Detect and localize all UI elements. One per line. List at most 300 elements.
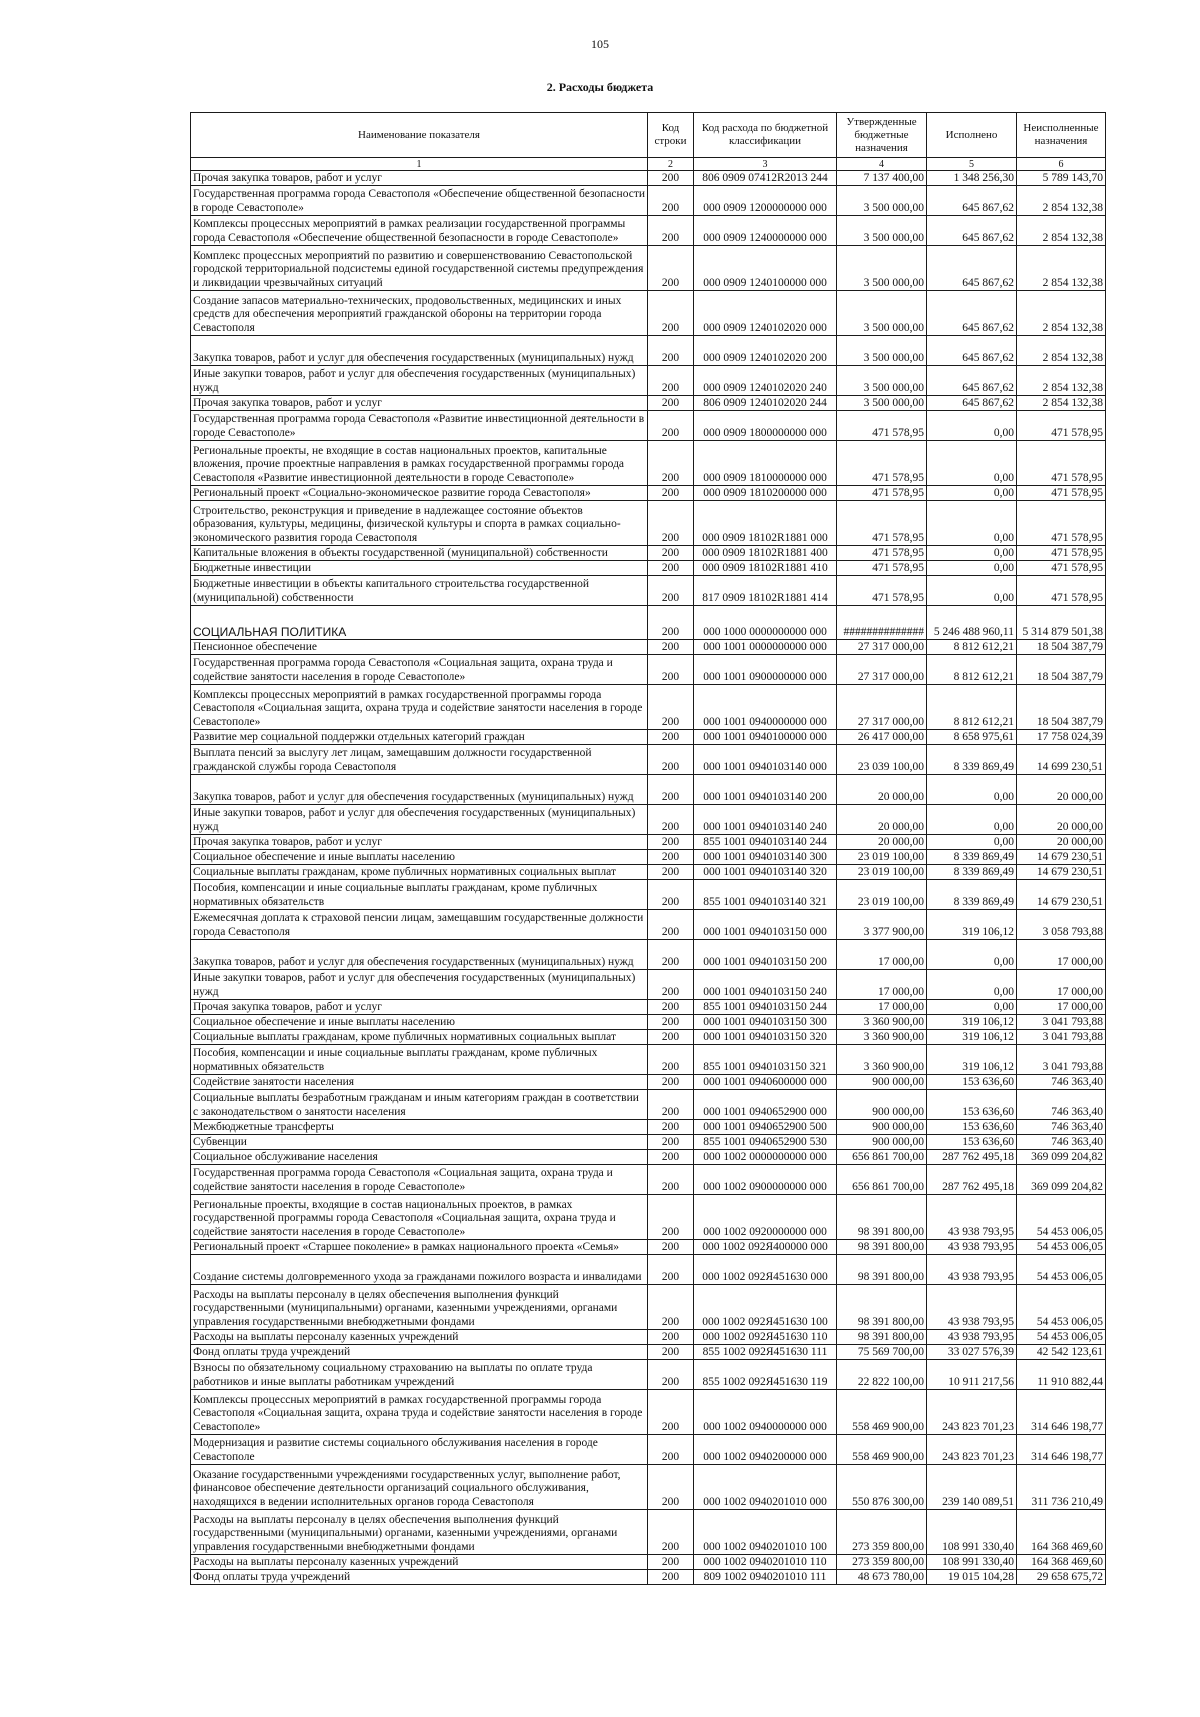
budget-row <box>191 640 1106 655</box>
approved-amount-cell: 22 822 100,00 <box>837 1360 927 1390</box>
indicator-name-cell: Региональный проект «Социально-экономическое развитие города Севастополя» <box>191 486 648 501</box>
unexecuted-amount-cell: 746 363,40 <box>1017 1135 1106 1150</box>
indicator-name-cell: Государственная программа города Севастополя «Социальная защита, охрана труда и содействие занятости населения в городе Севастополе» <box>191 655 648 685</box>
approved-amount-cell: 27 317 000,00 <box>837 655 927 685</box>
budget-classification-code-cell: 000 1001 0940103150 000 <box>694 910 837 940</box>
unexecuted-amount-cell: 42 542 123,61 <box>1017 1345 1106 1360</box>
column-number-row <box>191 158 1106 171</box>
budget-row <box>191 685 1106 730</box>
budget-classification-code-cell: 000 0909 1810200000 000 <box>694 486 837 501</box>
line-code-cell: 200 <box>648 970 694 1000</box>
executed-amount-cell: 0,00 <box>927 940 1017 970</box>
executed-amount-cell: 5 246 488 960,11 <box>927 606 1017 640</box>
budget-row <box>191 1465 1106 1510</box>
budget-classification-code-cell: 000 1002 092Я451630 110 <box>694 1330 837 1345</box>
indicator-name-cell: Пособия, компенсации и иные социальные выплаты гражданам, кроме публичных нормативных обязательств <box>191 880 648 910</box>
executed-amount-cell: 645 867,62 <box>927 396 1017 411</box>
budget-classification-code-cell: 000 1001 0940103140 300 <box>694 850 837 865</box>
unexecuted-amount-cell: 471 578,95 <box>1017 411 1106 441</box>
line-code-cell: 200 <box>648 1555 694 1570</box>
executed-amount-cell: 0,00 <box>927 561 1017 576</box>
budget-classification-code-cell: 000 1001 0940100000 000 <box>694 730 837 745</box>
line-code-cell: 200 <box>648 1015 694 1030</box>
budget-classification-code-cell: 000 1002 0940000000 000 <box>694 1390 837 1435</box>
unexecuted-amount-cell: 471 578,95 <box>1017 501 1106 546</box>
indicator-name-cell: Взносы по обязательному социальному страхованию на выплаты по оплате труда работников и иные выплаты работникам учреждений <box>191 1360 648 1390</box>
budget-classification-code-cell: 000 0909 1810000000 000 <box>694 441 837 486</box>
executed-amount-cell: 319 106,12 <box>927 910 1017 940</box>
indicator-name-cell: Государственная программа города Севастополя «Обеспечение общественной безопасности в городе Севастополе» <box>191 186 648 216</box>
unexecuted-amount-cell: 2 854 132,38 <box>1017 291 1106 336</box>
line-code-cell: 200 <box>648 1240 694 1255</box>
line-code-cell: 200 <box>648 1285 694 1330</box>
budget-classification-code-cell: 000 1002 092Я400000 000 <box>694 1240 837 1255</box>
indicator-name-cell: Комплексы процессных мероприятий в рамках государственной программы города Севастополя «Социальная защита, охрана труда и содействие занятости населения в городе Севастополе» <box>191 685 648 730</box>
budget-row <box>191 1555 1106 1570</box>
unexecuted-amount-cell: 164 368 469,60 <box>1017 1510 1106 1555</box>
line-code-cell: 200 <box>648 1135 694 1150</box>
indicator-name-cell: Межбюджетные трансферты <box>191 1120 648 1135</box>
budget-classification-code-cell: 000 1001 0940103140 320 <box>694 865 837 880</box>
indicator-name-cell: Выплата пенсий за выслугу лет лицам, замещавшим должности государственной гражданской службы города Севастополя <box>191 745 648 775</box>
budget-classification-code-cell: 000 1002 092Я451630 100 <box>694 1285 837 1330</box>
indicator-name-cell: Создание системы долговременного ухода за гражданами пожилого возраста и инвалидами <box>191 1255 648 1285</box>
approved-amount-cell: 75 569 700,00 <box>837 1345 927 1360</box>
page-number: 105 <box>591 37 609 51</box>
unexecuted-amount-cell: 471 578,95 <box>1017 546 1106 561</box>
executed-amount-cell: 0,00 <box>927 805 1017 835</box>
budget-classification-code-cell: 855 1002 092Я451630 111 <box>694 1345 837 1360</box>
line-code-cell: 200 <box>648 685 694 730</box>
approved-amount-cell: 471 578,95 <box>837 486 927 501</box>
unexecuted-amount-cell: 20 000,00 <box>1017 775 1106 805</box>
approved-amount-cell: 471 578,95 <box>837 411 927 441</box>
executed-amount-cell: 319 106,12 <box>927 1045 1017 1075</box>
unexecuted-amount-cell: 314 646 198,77 <box>1017 1390 1106 1435</box>
unexecuted-amount-cell: 314 646 198,77 <box>1017 1435 1106 1465</box>
executed-amount-cell: 645 867,62 <box>927 291 1017 336</box>
indicator-name-cell: Субвенции <box>191 1135 648 1150</box>
line-code-cell: 200 <box>648 1330 694 1345</box>
approved-amount-cell: 17 000,00 <box>837 1000 927 1015</box>
indicator-name-cell: Расходы на выплаты персоналу в целях обеспечения выполнения функций государственными (муниципальными) органами, казенными учреждениями, органами управления государственными внебюджетными фондами <box>191 1510 648 1555</box>
unexecuted-amount-cell: 54 453 006,05 <box>1017 1255 1106 1285</box>
executed-amount-cell: 108 991 330,40 <box>927 1510 1017 1555</box>
budget-row <box>191 775 1106 805</box>
line-code-cell: 200 <box>648 775 694 805</box>
indicator-name-cell: Прочая закупка товаров, работ и услуг <box>191 835 648 850</box>
table-body <box>191 171 1106 1585</box>
executed-amount-cell: 0,00 <box>927 501 1017 546</box>
unexecuted-amount-cell: 471 578,95 <box>1017 576 1106 606</box>
line-code-cell: 200 <box>648 441 694 486</box>
budget-row <box>191 246 1106 291</box>
line-code-cell: 200 <box>648 171 694 186</box>
executed-amount-cell: 319 106,12 <box>927 1030 1017 1045</box>
executed-amount-cell: 1 348 256,30 <box>927 171 1017 186</box>
approved-amount-cell: 26 417 000,00 <box>837 730 927 745</box>
executed-amount-cell: 8 339 869,49 <box>927 745 1017 775</box>
approved-amount-cell: 3 500 000,00 <box>837 216 927 246</box>
header-executed-amount: Исполнено <box>927 113 1017 158</box>
unexecuted-amount-cell: 746 363,40 <box>1017 1090 1106 1120</box>
budget-row <box>191 1165 1106 1195</box>
budget-classification-code-cell: 855 1001 0940103150 321 <box>694 1045 837 1075</box>
line-code-cell: 200 <box>648 1030 694 1045</box>
header-unexecuted-amount: Неисполненные назначения <box>1017 113 1106 158</box>
line-code-cell: 200 <box>648 366 694 396</box>
executed-amount-cell: 0,00 <box>927 970 1017 1000</box>
indicator-name-cell: Закупка товаров, работ и услуг для обеспечения государственных (муниципальных) нужд <box>191 940 648 970</box>
budget-row <box>191 1045 1106 1075</box>
unexecuted-amount-cell: 471 578,95 <box>1017 441 1106 486</box>
budget-classification-code-cell: 000 0909 1200000000 000 <box>694 186 837 216</box>
budget-row <box>191 546 1106 561</box>
budget-row <box>191 940 1106 970</box>
budget-row <box>191 576 1106 606</box>
budget-classification-code-cell: 000 1002 0920000000 000 <box>694 1195 837 1240</box>
executed-amount-cell: 8 658 975,61 <box>927 730 1017 745</box>
executed-amount-cell: 153 636,60 <box>927 1075 1017 1090</box>
indicator-name-cell: СОЦИАЛЬНАЯ ПОЛИТИКА <box>191 606 648 640</box>
indicator-name-cell: Государственная программа города Севастополя «Развитие инвестиционной деятельности в городе Севастополе» <box>191 411 648 441</box>
budget-row <box>191 1150 1106 1165</box>
approved-amount-cell: 17 000,00 <box>837 970 927 1000</box>
indicator-name-cell: Региональные проекты, не входящие в состав национальных проектов, капитальные вложения, прочие проектные направления в рамках государственной программы города Севастополя «Развитие инвестиционной деятельности в городе Севастополе» <box>191 441 648 486</box>
budget-classification-code-cell: 000 1001 0900000000 000 <box>694 655 837 685</box>
indicator-name-cell: Иные закупки товаров, работ и услуг для обеспечения государственных (муниципальных) нужд <box>191 970 648 1000</box>
indicator-name-cell: Прочая закупка товаров, работ и услуг <box>191 396 648 411</box>
budget-row <box>191 486 1106 501</box>
indicator-name-cell: Оказание государственными учреждениями государственных услуг, выполнение работ, финансовое обеспечение деятельности организаций социального обслуживания, находящихся в ведении исполнительных органов города Севастополя <box>191 1465 648 1510</box>
executed-amount-cell: 0,00 <box>927 411 1017 441</box>
approved-amount-cell: 3 500 000,00 <box>837 336 927 366</box>
budget-row <box>191 850 1106 865</box>
indicator-name-cell: Государственная программа города Севастополя «Социальная защита, охрана труда и содействие занятости населения в городе Севастополе» <box>191 1165 648 1195</box>
approved-amount-cell: 900 000,00 <box>837 1090 927 1120</box>
budget-row <box>191 1135 1106 1150</box>
budget-row <box>191 1195 1106 1240</box>
unexecuted-amount-cell: 18 504 387,79 <box>1017 655 1106 685</box>
indicator-name-cell: Социальные выплаты безработным гражданам и иным категориям граждан в соответствии с законодательством о занятости населения <box>191 1090 648 1120</box>
budget-classification-code-cell: 000 0909 1240000000 000 <box>694 216 837 246</box>
approved-amount-cell: 656 861 700,00 <box>837 1165 927 1195</box>
approved-amount-cell: 656 861 700,00 <box>837 1150 927 1165</box>
budget-row <box>191 1510 1106 1555</box>
approved-amount-cell: 23 039 100,00 <box>837 745 927 775</box>
indicator-name-cell: Расходы на выплаты персоналу казенных учреждений <box>191 1555 648 1570</box>
line-code-cell: 200 <box>648 940 694 970</box>
line-code-cell: 200 <box>648 1465 694 1510</box>
budget-row <box>191 1075 1106 1090</box>
line-code-cell: 200 <box>648 561 694 576</box>
line-code-cell: 200 <box>648 411 694 441</box>
approved-amount-cell: 273 359 800,00 <box>837 1510 927 1555</box>
budget-row <box>191 171 1106 186</box>
budget-row <box>191 730 1106 745</box>
indicator-name-cell: Иные закупки товаров, работ и услуг для обеспечения государственных (муниципальных) нужд <box>191 805 648 835</box>
indicator-name-cell: Пенсионное обеспечение <box>191 640 648 655</box>
budget-classification-code-cell: 000 1001 0000000000 000 <box>694 640 837 655</box>
line-code-cell: 200 <box>648 850 694 865</box>
unexecuted-amount-cell: 746 363,40 <box>1017 1075 1106 1090</box>
unexecuted-amount-cell: 54 453 006,05 <box>1017 1195 1106 1240</box>
budget-classification-code-cell: 000 1002 0940200000 000 <box>694 1435 837 1465</box>
approved-amount-cell: 98 391 800,00 <box>837 1255 927 1285</box>
executed-amount-cell: 8 339 869,49 <box>927 865 1017 880</box>
budget-classification-code-cell: 000 1001 0940103150 240 <box>694 970 837 1000</box>
executed-amount-cell: 239 140 089,51 <box>927 1465 1017 1510</box>
unexecuted-amount-cell: 5 314 879 501,38 <box>1017 606 1106 640</box>
budget-row <box>191 880 1106 910</box>
indicator-name-cell: Строительство, реконструкция и приведение в надлежащее состояние объектов образования, культуры, медицины, физической культуры и спорта в рамках социально-экономического развития города Севастополя <box>191 501 648 546</box>
indicator-name-cell: Бюджетные инвестиции <box>191 561 648 576</box>
executed-amount-cell: 287 762 495,18 <box>927 1150 1017 1165</box>
budget-classification-code-cell: 806 0909 07412R2013 244 <box>694 171 837 186</box>
budget-row <box>191 1285 1106 1330</box>
budget-classification-code-cell: 806 0909 1240102020 244 <box>694 396 837 411</box>
budget-classification-code-cell: 000 1001 0940103150 200 <box>694 940 837 970</box>
line-code-cell: 200 <box>648 1570 694 1585</box>
unexecuted-amount-cell: 369 099 204,82 <box>1017 1165 1106 1195</box>
executed-amount-cell: 153 636,60 <box>927 1090 1017 1120</box>
indicator-name-cell: Социальные выплаты гражданам, кроме публичных нормативных социальных выплат <box>191 1030 648 1045</box>
line-code-cell: 200 <box>648 655 694 685</box>
budget-row <box>191 835 1106 850</box>
executed-amount-cell: 645 867,62 <box>927 366 1017 396</box>
budget-row <box>191 865 1106 880</box>
unexecuted-amount-cell: 17 000,00 <box>1017 1000 1106 1015</box>
executed-amount-cell: 153 636,60 <box>927 1135 1017 1150</box>
indicator-name-cell: Расходы на выплаты персоналу в целях обеспечения выполнения функций государственными (муниципальными) органами, казенными учреждениями, органами управления государственными внебюджетными фондами <box>191 1285 648 1330</box>
budget-classification-code-cell: 000 1002 0940201010 000 <box>694 1465 837 1510</box>
executed-amount-cell: 0,00 <box>927 835 1017 850</box>
indicator-name-cell: Социальное обеспечение и иные выплаты населению <box>191 1015 648 1030</box>
executed-amount-cell: 243 823 701,23 <box>927 1390 1017 1435</box>
unexecuted-amount-cell: 2 854 132,38 <box>1017 186 1106 216</box>
unexecuted-amount-cell: 11 910 882,44 <box>1017 1360 1106 1390</box>
approved-amount-cell: 7 137 400,00 <box>837 171 927 186</box>
indicator-name-cell: Содействие занятости населения <box>191 1075 648 1090</box>
executed-amount-cell: 153 636,60 <box>927 1120 1017 1135</box>
unexecuted-amount-cell: 17 000,00 <box>1017 940 1106 970</box>
indicator-name-cell: Региональные проекты, входящие в состав национальных проектов, в рамках государственной программы города Севастополя «Социальная защита, охрана труда и содействие занятости населения в городе Севастополе» <box>191 1195 648 1240</box>
executed-amount-cell: 43 938 793,95 <box>927 1285 1017 1330</box>
budget-row <box>191 1255 1106 1285</box>
indicator-name-cell: Модернизация и развитие системы социального обслуживания населения в городе Севастополе <box>191 1435 648 1465</box>
approved-amount-cell: 900 000,00 <box>837 1075 927 1090</box>
budget-row <box>191 1435 1106 1465</box>
executed-amount-cell: 0,00 <box>927 1000 1017 1015</box>
executed-amount-cell: 0,00 <box>927 576 1017 606</box>
indicator-name-cell: Комплексы процессных мероприятий в рамках государственной программы города Севастополя «Социальная защита, охрана труда и содействие занятости населения в городе Севастополе» <box>191 1390 648 1435</box>
indicator-name-cell: Закупка товаров, работ и услуг для обеспечения государственных (муниципальных) нужд <box>191 336 648 366</box>
indicator-name-cell: Прочая закупка товаров, работ и услуг <box>191 171 648 186</box>
budget-row <box>191 1345 1106 1360</box>
budget-classification-code-cell: 000 0909 1240102020 240 <box>694 366 837 396</box>
approved-amount-cell: 20 000,00 <box>837 835 927 850</box>
approved-amount-cell: 558 469 900,00 <box>837 1435 927 1465</box>
budget-row <box>191 910 1106 940</box>
unexecuted-amount-cell: 2 854 132,38 <box>1017 246 1106 291</box>
executed-amount-cell: 8 812 612,21 <box>927 640 1017 655</box>
executed-amount-cell: 0,00 <box>927 775 1017 805</box>
approved-amount-cell: 558 469 900,00 <box>837 1390 927 1435</box>
budget-classification-code-cell: 855 1001 0940103140 244 <box>694 835 837 850</box>
approved-amount-cell: 98 391 800,00 <box>837 1240 927 1255</box>
budget-row <box>191 1240 1106 1255</box>
line-code-cell: 200 <box>648 1150 694 1165</box>
budget-classification-code-cell: 000 1001 0940652900 500 <box>694 1120 837 1135</box>
indicator-name-cell: Комплексы процессных мероприятий в рамках реализации государственной программы города Севастополя «Обеспечение общественной безопасности в городе Севастополе» <box>191 216 648 246</box>
indicator-name-cell: Бюджетные инвестиции в объекты капитального строительства государственной (муниципальной) собственности <box>191 576 648 606</box>
unexecuted-amount-cell: 20 000,00 <box>1017 805 1106 835</box>
line-code-cell: 200 <box>648 546 694 561</box>
unexecuted-amount-cell: 29 658 675,72 <box>1017 1570 1106 1585</box>
line-code-cell: 200 <box>648 835 694 850</box>
approved-amount-cell: 471 578,95 <box>837 546 927 561</box>
unexecuted-amount-cell: 17 758 024,39 <box>1017 730 1106 745</box>
approved-amount-cell: 900 000,00 <box>837 1120 927 1135</box>
budget-row <box>191 805 1106 835</box>
executed-amount-cell: 645 867,62 <box>927 216 1017 246</box>
line-code-cell: 200 <box>648 1165 694 1195</box>
line-code-cell: 200 <box>648 640 694 655</box>
budget-classification-code-cell: 000 0909 1240102020 000 <box>694 291 837 336</box>
budget-classification-code-cell: 000 0909 1240100000 000 <box>694 246 837 291</box>
unexecuted-amount-cell: 14 679 230,51 <box>1017 850 1106 865</box>
executed-amount-cell: 287 762 495,18 <box>927 1165 1017 1195</box>
budget-row <box>191 606 1106 640</box>
executed-amount-cell: 108 991 330,40 <box>927 1555 1017 1570</box>
budget-classification-code-cell: 000 1002 0940201010 110 <box>694 1555 837 1570</box>
indicator-name-cell: Капитальные вложения в объекты государственной (муниципальной) собственности <box>191 546 648 561</box>
unexecuted-amount-cell: 20 000,00 <box>1017 835 1106 850</box>
executed-amount-cell: 43 938 793,95 <box>927 1240 1017 1255</box>
budget-row <box>191 970 1106 1000</box>
executed-amount-cell: 0,00 <box>927 441 1017 486</box>
unexecuted-amount-cell: 17 000,00 <box>1017 970 1106 1000</box>
executed-amount-cell: 0,00 <box>927 546 1017 561</box>
line-code-cell: 200 <box>648 880 694 910</box>
budget-row <box>191 441 1106 486</box>
executed-amount-cell: 43 938 793,95 <box>927 1330 1017 1345</box>
unexecuted-amount-cell: 14 699 230,51 <box>1017 745 1106 775</box>
approved-amount-cell: 98 391 800,00 <box>837 1330 927 1345</box>
budget-classification-code-cell: 855 1001 0940103140 321 <box>694 880 837 910</box>
column-number: 2 <box>648 158 694 171</box>
approved-amount-cell: 48 673 780,00 <box>837 1570 927 1585</box>
budget-row <box>191 1000 1106 1015</box>
approved-amount-cell: 3 500 000,00 <box>837 291 927 336</box>
line-code-cell: 200 <box>648 1195 694 1240</box>
unexecuted-amount-cell: 5 789 143,70 <box>1017 171 1106 186</box>
approved-amount-cell: 98 391 800,00 <box>837 1285 927 1330</box>
indicator-name-cell: Социальное обслуживание населения <box>191 1150 648 1165</box>
approved-amount-cell: 3 377 900,00 <box>837 910 927 940</box>
unexecuted-amount-cell: 3 041 793,88 <box>1017 1030 1106 1045</box>
column-number: 6 <box>1017 158 1106 171</box>
budget-classification-code-cell: 000 1002 0940201010 100 <box>694 1510 837 1555</box>
unexecuted-amount-cell: 14 679 230,51 <box>1017 880 1106 910</box>
line-code-cell: 200 <box>648 501 694 546</box>
approved-amount-cell: 471 578,95 <box>837 501 927 546</box>
budget-classification-code-cell: 000 1002 0000000000 000 <box>694 1150 837 1165</box>
executed-amount-cell: 645 867,62 <box>927 336 1017 366</box>
line-code-cell: 200 <box>648 865 694 880</box>
approved-amount-cell: 17 000,00 <box>837 940 927 970</box>
budget-classification-code-cell: 000 1001 0940103140 000 <box>694 745 837 775</box>
budget-classification-code-cell: 000 1000 0000000000 000 <box>694 606 837 640</box>
line-code-cell: 200 <box>648 291 694 336</box>
budget-row <box>191 655 1106 685</box>
unexecuted-amount-cell: 18 504 387,79 <box>1017 640 1106 655</box>
budget-classification-code-cell: 000 0909 18102R1881 400 <box>694 546 837 561</box>
unexecuted-amount-cell: 164 368 469,60 <box>1017 1555 1106 1570</box>
budget-classification-code-cell: 000 1001 0940103150 300 <box>694 1015 837 1030</box>
approved-amount-cell: 27 317 000,00 <box>837 685 927 730</box>
line-code-cell: 200 <box>648 910 694 940</box>
budget-row <box>191 1120 1106 1135</box>
line-code-cell: 200 <box>648 805 694 835</box>
approved-amount-cell: 273 359 800,00 <box>837 1555 927 1570</box>
unexecuted-amount-cell: 3 041 793,88 <box>1017 1045 1106 1075</box>
executed-amount-cell: 8 339 869,49 <box>927 850 1017 865</box>
approved-amount-cell: 550 876 300,00 <box>837 1465 927 1510</box>
budget-row <box>191 411 1106 441</box>
budget-classification-code-cell: 000 0909 18102R1881 410 <box>694 561 837 576</box>
executed-amount-cell: 243 823 701,23 <box>927 1435 1017 1465</box>
line-code-cell: 200 <box>648 1390 694 1435</box>
executed-amount-cell: 10 911 217,56 <box>927 1360 1017 1390</box>
budget-classification-code-cell: 809 1002 0940201010 111 <box>694 1570 837 1585</box>
approved-amount-cell: 20 000,00 <box>837 805 927 835</box>
budget-classification-code-cell: 000 0909 18102R1881 000 <box>694 501 837 546</box>
budget-classification-code-cell: 000 1002 092Я451630 000 <box>694 1255 837 1285</box>
unexecuted-amount-cell: 3 058 793,88 <box>1017 910 1106 940</box>
indicator-name-cell: Социальное обеспечение и иные выплаты населению <box>191 850 648 865</box>
indicator-name-cell: Прочая закупка товаров, работ и услуг <box>191 1000 648 1015</box>
indicator-name-cell: Создание запасов материально-технических, продовольственных, медицинских и иных средств для обеспечения мероприятий гражданской обороны на территории города Севастополя <box>191 291 648 336</box>
executed-amount-cell: 43 938 793,95 <box>927 1255 1017 1285</box>
line-code-cell: 200 <box>648 1510 694 1555</box>
budget-row <box>191 561 1106 576</box>
line-code-cell: 200 <box>648 486 694 501</box>
budget-classification-code-cell: 000 1001 0940652900 000 <box>694 1090 837 1120</box>
budget-classification-code-cell: 817 0909 18102R1881 414 <box>694 576 837 606</box>
budget-classification-code-cell: 000 1001 0940103150 320 <box>694 1030 837 1045</box>
budget-classification-code-cell: 000 1001 0940103140 200 <box>694 775 837 805</box>
line-code-cell: 200 <box>648 745 694 775</box>
budget-row <box>191 396 1106 411</box>
unexecuted-amount-cell: 471 578,95 <box>1017 486 1106 501</box>
line-code-cell: 200 <box>648 1435 694 1465</box>
executed-amount-cell: 645 867,62 <box>927 246 1017 291</box>
table-header <box>191 113 1106 171</box>
budget-classification-code-cell: 000 0909 1240102020 200 <box>694 336 837 366</box>
budget-row <box>191 1090 1106 1120</box>
column-number: 3 <box>694 158 837 171</box>
executed-amount-cell: 8 339 869,49 <box>927 880 1017 910</box>
approved-amount-cell: 20 000,00 <box>837 775 927 805</box>
budget-row <box>191 1360 1106 1390</box>
line-code-cell: 200 <box>648 1090 694 1120</box>
line-code-cell: 200 <box>648 1120 694 1135</box>
line-code-cell: 200 <box>648 246 694 291</box>
executed-amount-cell: 19 015 104,28 <box>927 1570 1017 1585</box>
unexecuted-amount-cell: 2 854 132,38 <box>1017 366 1106 396</box>
line-code-cell: 200 <box>648 1360 694 1390</box>
